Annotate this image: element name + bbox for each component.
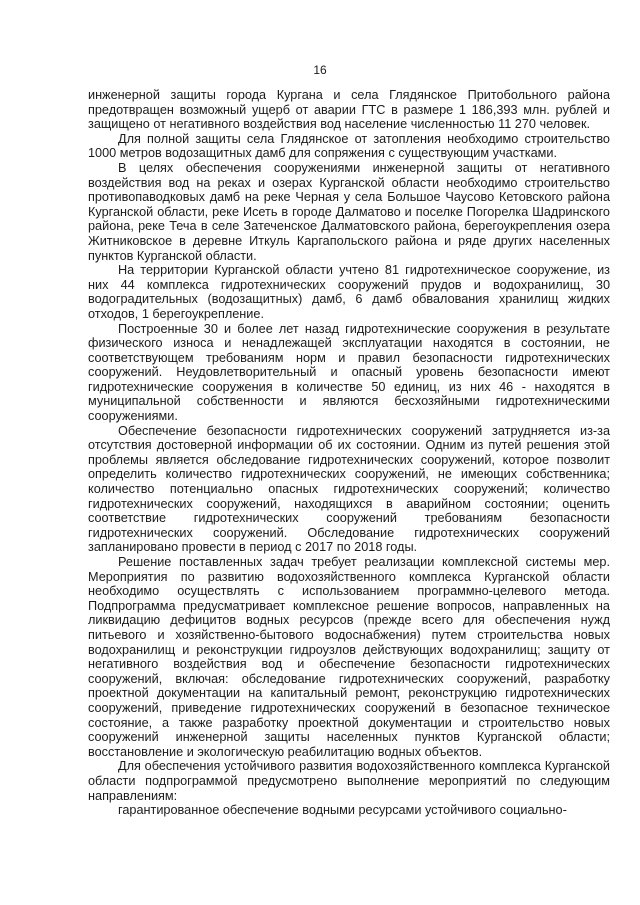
paragraph-3: В целях обеспечения сооружениями инженерной защиты от негативного воздействия вод на реках и озерах Курганской области необходимо строительство противопаводковых дамб на реке Черная у села Большое Чаусово Кетовского района Курганской области, реке Исеть в городе Далматово и поселке Погорелка Шадринского района, реке Теча в селе Затеченское Далматовского района, берегоукрепления озера Житниковское в деревне Иткуль Каргапольского района и ряде других населенных пунктов Курганской области.	[88, 160, 610, 263]
paragraph-1: инженерной защиты города Кургана и села Глядянское Притобольного района предотвращен возможный ущерб от аварии ГТС в размере 1 186,393 млн. рублей и защищено от негативного воздействия вод население численностью 11 270 человек.	[88, 88, 610, 132]
document-body	[88, 88, 610, 818]
paragraph-7: Решение поставленных задач требует реализации комплексной системы мер. Мероприятия по развитию водохозяйственного комплекса Курганской области необходимо осуществлять с использованием программно-целевого метода. Подпрограмма предусматривает комплексное решение вопросов, направленных на ликвидацию дефицитов водных ресурсов (прежде всего для обеспечения нужд питьевого и хозяйственно-бытового водоснабжения) путем строительства новых водохранилищ и реконструкции гидроузлов действующих водохранилищ; защиту от негативного воздействия вод и обеспечение безопасности гидротехнических сооружений, включая: обследование гидротехнических сооружений, разработку проектной документации на капитальный ремонт, реконструкцию гидротехнических сооружений, приведение гидротехнических сооружений в безопасное техническое состояние, а также разработку проектной документации и строительство новых сооружений инженерной защиты населенных пунктов Курганской области; восстановление и экологическую реабилитацию водных объектов.	[88, 555, 610, 759]
paragraph-9: гарантированное обеспечение водными ресурсами устойчивого социально-	[118, 803, 567, 818]
paragraph-6: Обеспечение безопасности гидротехнических сооружений затрудняется из-за отсутствия достоверной информации об их состоянии. Одним из путей решения этой проблемы является обследование гидротехнических сооружений, которое позволит определить количество гидротехнических сооружений, не имеющих собственника; количество потенциально опасных гидротехнических сооружений; количество гидротехнических сооружений, находящихся в аварийном состоянии; оценить соответствие гидротехнических сооружений требованиям безопасности гидротехнических сооружений. Обследование гидротехнических сооружений запланировано провести в период с 2017 по 2018 годы.	[88, 423, 610, 555]
paragraph-5: Построенные 30 и более лет назад гидротехнические сооружения в результате физического износа и ненадлежащей эксплуатации находятся в состоянии, не соответствующем требованиям норм и правил безопасности гидротехнических сооружений. Неудовлетворительный и опасный уровень безопасности имеют гидротехнические сооружения в количестве 50 единиц, из них 46 - находятся в муниципальной собственности и являются бесхозяйными гидротехническими сооружениями.	[88, 321, 610, 424]
page-number: 16	[313, 63, 327, 77]
paragraph-4: На территории Курганской области учтено 81 гидротехническое сооружение, из них 44 комплекса гидротехнических сооружений прудов и водохранилищ, 30 водоградительных (водозащитных) дамб, 6 дамб обвалования хранилищ жидких отходов, 1 берегоукрепление.	[88, 263, 610, 321]
paragraph-8: Для обеспечения устойчивого развития водохозяйственного комплекса Курганской области подпрограммой предусмотрено выполнение мероприятий по следующим направлениям:	[88, 759, 610, 803]
paragraph-2: Для полной защиты села Глядянское от затопления необходимо строительство 1000 метров водозащитных дамб для сопряжения с существующим участками.	[88, 131, 610, 161]
